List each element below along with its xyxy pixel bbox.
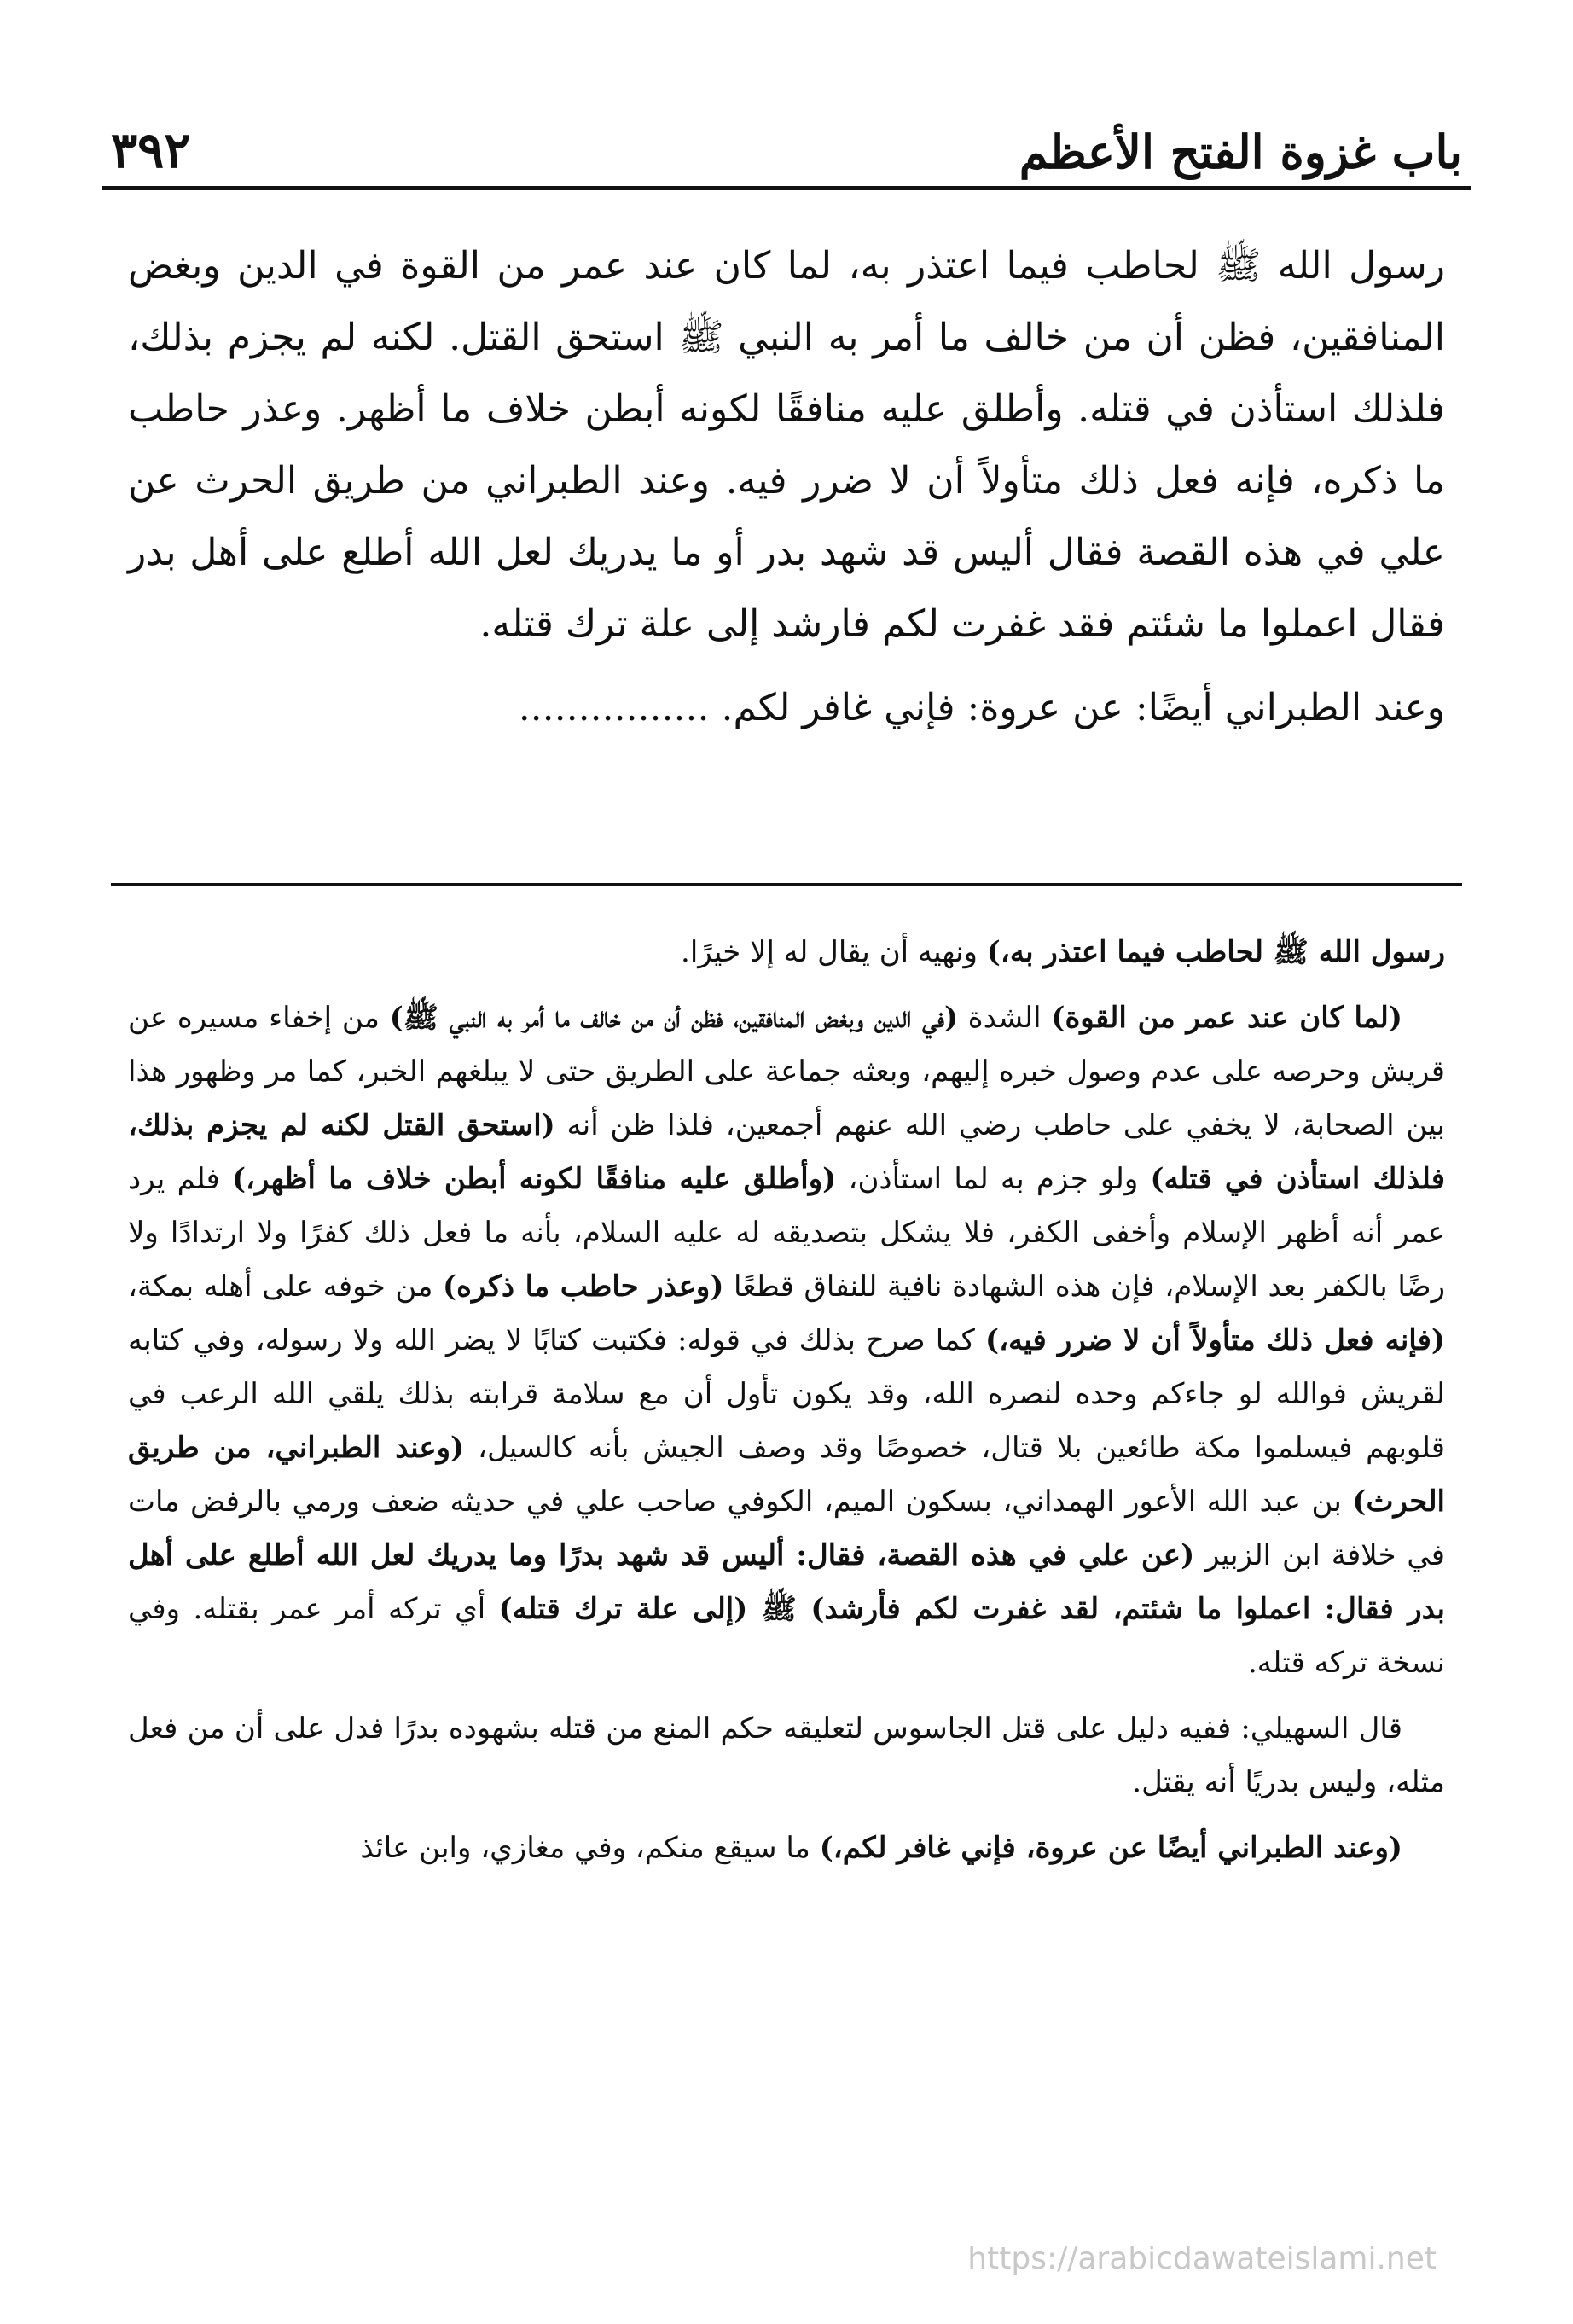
sharh-text: بن عبد الله الأعور الهمداني، بسكون الميم، الكوفي صاحب علي في حديثه ضعف ورمي بالرفض مات في خلافة ابن الزبير — [128, 1484, 1445, 1572]
sharh-text: كما صرح بذلك في قوله: فكتبت كتابًا لا يضر الله ولا رسوله، وفي كتابه لقريش فوالله لو جاءكم وحده لنصره الله، وقد يكون تأول أن مع سلامة قرابته بذلك يلقي الله الرعب في قلوبهم فيسلموا مكة طائعين بلا قتال، خصوصًا وقد وصف الجيش بأنه كالسيل، — [128, 1323, 1445, 1465]
commentary-paragraph-1 — [128, 926, 1445, 979]
sharh-text: من خوفه على أهله بمكة، — [128, 1269, 444, 1304]
header-rule — [102, 186, 1471, 190]
matn-quote: (وعذر حاطب ما ذكره) — [443, 1269, 724, 1304]
sharh-text: أي تركه أمر عمر بقتله. وفي نسخة تركه قتله. — [128, 1592, 1445, 1680]
matn-quote: (وعند الطبراني، من طريق الحرث) — [128, 1431, 1445, 1519]
sharh-text: ونهيه أن يقال له إلا خيرًا. — [681, 935, 987, 969]
main-last-line-text: وعند الطبراني أيضًا: عن عروة: فإني غافر لكم. — [721, 686, 1445, 729]
commentary-paragraph-3: قال السهيلي: ففيه دليل على قتل الجاسوس لتعليقه حكم المنع من قتله بشهوده بدرًا فدل على أن من فعل مثله، وليس بدريًا أنه يقتل. — [128, 1711, 1445, 1799]
running-title: باب غزوة الفتح الأعظم — [1019, 125, 1462, 179]
matn-quote: (فإنه فعل ذلك متأولاً أن لا ضرر فيه،) — [984, 1323, 1445, 1357]
page-header — [111, 102, 1462, 179]
sharh-text: من إخفاء مسيره عن قريش وحرصه على عدم وصول خبره إليهم، وبعثه جماعة على الطريق حتى لا يبلغهم الخبر، كما مر وظهور هذا بين الصحابة، لا يخفي على حاطب رضي الله عنهم أجمعين، فلذا ظن أنه — [128, 1001, 1445, 1142]
sharh-text: ما سيقع منكم، وفي مغازي، وابن عائذ — [360, 1831, 820, 1865]
matn-quote: (في الدين وبغض المنافقين، فظن أن من خالف ما أمر به النبي ﷺ) — [389, 1001, 959, 1035]
matn-quote: (لما كان عند عمر من القوة) — [1051, 1001, 1402, 1035]
ellipsis-dots: ................ — [518, 686, 710, 729]
commentary-paragraph-2 — [128, 991, 1445, 1690]
page-number: ٣٩٢ — [111, 121, 191, 179]
sharh-text: فلم يرد عمر أنه أظهر الإسلام وأخفى الكفر، فلا يشكل بتصديقه له عليه السلام، بأنه ما فعل ذلك كفرًا ولا ارتدادًا ولا رضًا بالكفر بعد الإسلام، فإن هذه الشهادة نافية للنفاق قطعًا — [128, 1162, 1445, 1304]
sharh-text: ولو جزم به لما استأذن، — [836, 1162, 1151, 1196]
main-last-line — [128, 672, 1445, 744]
commentary — [128, 926, 1445, 1887]
matn-quote: (وعند الطبراني أيضًا عن عروة، فإني غافر لكم،) — [819, 1831, 1402, 1865]
sharh-text: الشدة — [958, 1001, 1052, 1035]
commentary-paragraph-4 — [128, 1821, 1445, 1875]
footnote-separator — [111, 883, 1462, 886]
main-paragraph: رسول الله ﷺ لحاطب فيما اعتذر به، لما كان عند عمر من القوة في الدين وبغض المنافقين، فظن أن من خالف ما أمر به النبي ﷺ استحق القتل. لكنه لم يجزم بذلك، فلذلك استأذن في قتله. وأطلق عليه منافقًا لكونه أبطن خلاف ما أظهر. وعذر حاطب ما ذكره، فإنه فعل ذلك متأولاً أن لا ضرر فيه. وعند الطبراني من طريق الحرث عن علي في هذه القصة فقال أليس قد شهد بدر أو ما يدريك لعل الله أطلع على أهل بدر فقال اعملوا ما شئتم فقد غفرت لكم فارشد إلى علة ترك قتله. — [128, 244, 1445, 646]
matn-quote: (استحق القتل لكنه لم يجزم بذلك، فلذلك استأذن في قتله) — [128, 1108, 1445, 1196]
matn-quote: (وأطلق عليه منافقًا لكونه أبطن خلاف ما أظهر،) — [231, 1162, 837, 1196]
matn-quote: رسول الله ﷺ لحاطب فيما اعتذر به،) — [986, 935, 1445, 969]
main-text — [128, 230, 1445, 744]
matn-quote: (عن علي في هذه القصة، فقال: أليس قد شهد بدرًا وما يدريك لعل الله أطلع على أهل بدر فقال: اعملوا ما شئتم، لقد غفرت لكم فأرشد) ﷺ (إلى علة ترك قتله) — [128, 1538, 1445, 1626]
watermark-url: https://arabicdawateislami.net — [967, 2241, 1437, 2276]
